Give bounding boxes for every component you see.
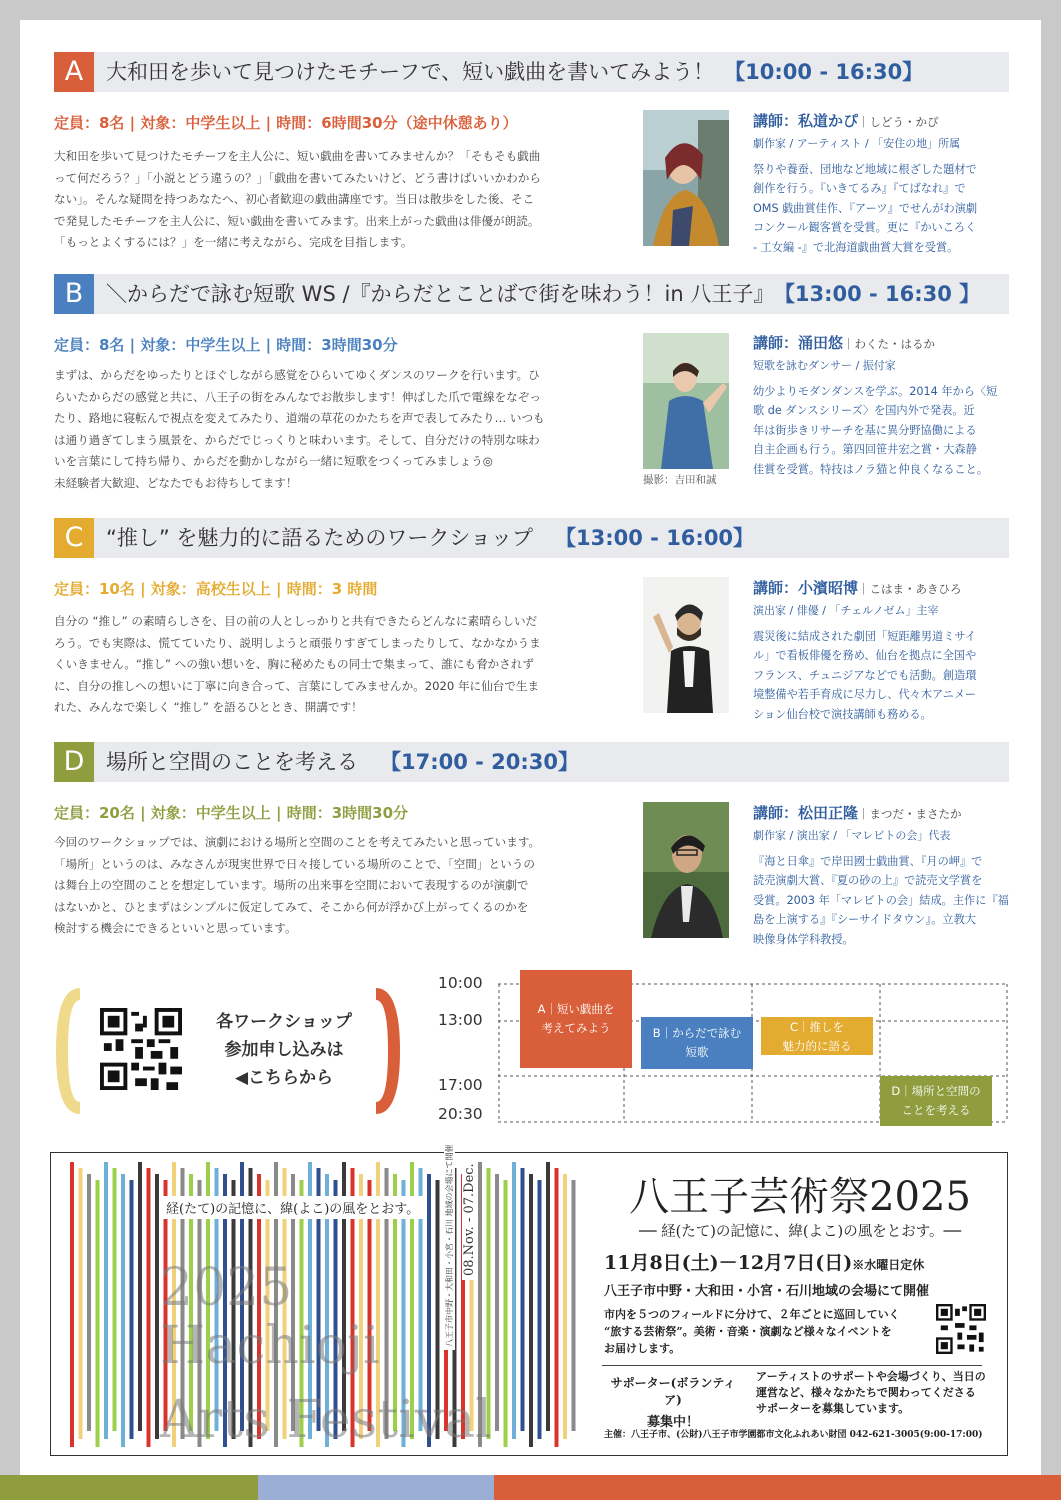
lecturer-role: 演出家 / 俳優 / 「チェルノゼム」主宰	[753, 604, 939, 617]
festival-subtitle: ── 経(たて)の記憶に、緯(よこ)の風をとおす。──	[639, 1224, 961, 1240]
block-text: ことを考える	[901, 1103, 971, 1117]
desc-line: 「もっとよくするには？」を一緒に考えながら、完成を目指します。	[54, 235, 413, 250]
bio-line: 創作を行う。『いきてるみ』『てばなれ』で	[753, 182, 966, 196]
workshop-title	[106, 518, 754, 558]
workshop-letter: A	[54, 52, 94, 92]
lecturer-info	[753, 110, 1011, 257]
workshop-a-header	[54, 52, 1009, 92]
workshop-c-header	[54, 518, 1009, 558]
timetable-block-b[interactable]: B｜からだで詠む 短歌	[641, 1017, 753, 1069]
desc-line: 未経験者大歓迎、どなたでもお待ちしてます！	[54, 475, 298, 490]
bio-line: フランス、チュニジアなどでも活動。創造環	[753, 668, 977, 682]
desc-line: は通り過ぎてしまう風景を、からだでじっくりと味わいます。そして、自分だけの特別な味わ	[54, 432, 540, 447]
lecturer-photo	[643, 110, 729, 246]
poster-stripe	[79, 1168, 83, 1439]
name-text: 講師：松田正隆	[753, 804, 859, 822]
block-text: 考えてみよう	[541, 1021, 611, 1035]
block-text: からだで詠む	[672, 1026, 742, 1040]
desc-line: 今回のワークショップでは、演劇における場所と空間のことを考えてみたいと思っています。	[54, 835, 541, 849]
poster-stripe	[121, 1174, 125, 1447]
name-text: 講師：涌田悠	[753, 334, 844, 352]
bio-line: 佳賞を受賞。特技はノラ猫と仲良くなること。	[753, 462, 988, 476]
lecturer-bio	[753, 160, 1011, 257]
workshop-time: 【10:00 - 16:30】	[724, 60, 924, 84]
workshop-time: 【17:00 - 20:30】	[380, 750, 580, 774]
title-text: 大和田を歩いて見つけたモチーフで、短い戯曲を書いてみよう！	[106, 60, 715, 84]
desc-line: に、自分の推しへの想いに丁寧に向き合って、言葉にしてみませんか。2020 年に仙台で生ま	[54, 678, 540, 693]
bio-line: ル」で看板俳優を務め、仙台を拠点に全国や	[753, 649, 977, 663]
workshop-d-header	[54, 742, 1009, 782]
poster-stripe	[70, 1162, 74, 1447]
bio-line: 年は街歩きリサーチを基に異分野協働による	[753, 423, 977, 437]
poster-stripe	[538, 1180, 542, 1439]
timetable-block-d[interactable]: D｜場所と空間の ことを考える	[880, 1076, 992, 1126]
poster-stripe	[555, 1168, 559, 1447]
apply-link-text[interactable]: ◀こちらから	[234, 1068, 334, 1088]
desc-line: で発見したモチーフを主人公に、短い戯曲を書いてみます。出来上がった戯曲は俳優が朗読。	[54, 213, 540, 228]
desc-line: 検討する機会にできるといいと思っています。	[54, 921, 297, 936]
lecturer-photo	[643, 333, 729, 469]
name-text: 講師：小濱昭博	[753, 579, 859, 597]
poster-stripe	[130, 1180, 134, 1439]
desc-line: くいきません。“推し” への強い想いを、胸に秘めたもの同士で集まって、誰にも脅かされず	[54, 657, 534, 672]
title-text: ＼からだで詠む短歌 WS /『からだとことばで街を味わう！in 八王子』	[106, 282, 775, 306]
bio-line: 映像身体学科教授。	[753, 932, 854, 946]
bio-line: 境整備や若手育成に尽力し、代々木アニメー	[753, 688, 977, 702]
lecturer-role: 劇作家 / アーティスト / 「安住の地」所属	[753, 137, 961, 150]
bio-line: 『海と日傘』で岸田國士戯曲賞、『月の岬』で	[753, 855, 983, 868]
desc-line: れた、みんなで楽しく “推し” を語るひととき、開講です！	[54, 700, 363, 715]
lecturer-name	[753, 332, 1011, 353]
bio-line: OMS 戯曲賞佳作、『アーツ』でせんがわ演劇	[753, 201, 978, 215]
desc-line: たり、路地に寝転んで視点を変えてみたり、道端の草花のかたちを声で表してみたり… いつも	[54, 411, 545, 426]
bio-line: ション仙台校で演技講師も務める。	[753, 707, 932, 721]
lecturer-bio	[753, 852, 1011, 949]
workshop-time: 【13:00 - 16:00】	[555, 526, 755, 550]
desc-line: ろう。でも実際は、慌てていたり、説明しようと頑張りすぎてしまったりして、なかなかうま	[54, 635, 541, 650]
poster-stripe	[495, 1174, 499, 1431]
festival-description	[604, 1306, 934, 1357]
workshop-time: 【13:00 - 16:30 】	[784, 282, 981, 306]
poster-stripe	[512, 1162, 516, 1439]
lecturer-info	[753, 332, 1011, 479]
desc-line: はないかと、ひとまずはシンプルに仮定してみて、そこから何が浮かび上がってくるのかを	[54, 899, 529, 914]
desc-line: いを言葉にして持ち帰り、からだを動かしながら一緒に短歌をつくってみましょう◎	[54, 454, 493, 469]
poster-stripe	[113, 1168, 117, 1431]
festival-venue: 八王子市中野・大和田・小宮・石川地域の会場にて開催	[604, 1284, 930, 1299]
poster-name: Hachioji	[160, 1316, 380, 1376]
block-text: 短歌	[685, 1045, 709, 1059]
name-kana: ｜わくた・はるか	[843, 337, 936, 351]
poster-stripe	[529, 1174, 533, 1447]
bio-line: 自主企画も行う。第四回笹井宏之賞・大森静	[753, 443, 977, 457]
poster-dates: 08.Nov. - 07.Dec.	[462, 1159, 477, 1280]
lecturer-name	[753, 110, 1011, 131]
bio-line: 歌 de ダンスシリーズ〉を国内外で発表。近	[753, 404, 975, 418]
supporter-line: 運営など、様々なかたちで関わってくださる	[756, 1386, 976, 1399]
festival-title: 八王子芸術祭2025	[629, 1174, 971, 1220]
poster-year: 2025	[160, 1258, 293, 1318]
workshop-description	[54, 365, 620, 495]
desc-line: 市内を５つのフィールドに分けて、２年ごとに巡回していく	[604, 1308, 900, 1321]
lecturer-bio	[753, 382, 1011, 479]
workshop-meta: 定員：20名 | 対象：中学生以上 | 時間：3時間30分	[54, 804, 409, 822]
workshop-b-header	[54, 274, 1009, 314]
workshop-title	[106, 52, 923, 92]
bio-line: 震災後に結成された劇団「短距離男道ミサイ	[753, 630, 976, 643]
workshop-description	[54, 146, 620, 254]
dates-text: 11月8日(土)－12月7日(日)	[604, 1252, 853, 1274]
desc-line: お届けします。	[604, 1342, 681, 1355]
timetable-block-c[interactable]: C｜推しを 魅力的に語る	[761, 1017, 873, 1055]
name-kana: ｜しどう・かぴ	[858, 115, 939, 129]
block-text: 推しを	[809, 1020, 845, 1034]
time-label: 10:00	[438, 974, 483, 992]
time-label: 13:00	[438, 1011, 483, 1029]
lecturer-name	[753, 577, 1011, 598]
footer-bar-green	[0, 1475, 258, 1500]
poster-stripe	[546, 1162, 550, 1431]
supporter-label: サポーター(ボランティア)	[610, 1376, 736, 1407]
block-text: 魅力的に語る	[782, 1039, 852, 1053]
block-letter: B	[652, 1026, 661, 1040]
poster-stripe	[96, 1180, 100, 1447]
desc-line: ない」。そんな疑問を持つあなたへ、初心者歓迎の戯曲講座です。当日は散歩をした後、そこ	[54, 192, 535, 207]
desc-line: は舞台上の空間のことを想定しています。場所の出来事を空間において表現するのが演劇で	[54, 878, 529, 893]
lecturer-role: 短歌を詠むダンサー / 振付家	[753, 359, 896, 372]
workshop-meta: 定員：8名 | 対象：中学生以上 | 時間：3時間30分	[54, 336, 398, 354]
closed-note: ※水曜日定休	[852, 1258, 925, 1272]
workshop-letter: B	[54, 274, 94, 314]
poster-venue: 八王子市中野・大和田・小宮・石川 地域の会場にて開催	[444, 1144, 455, 1350]
workshop-meta: 定員：10名 | 対象：高校生以上 | 時間：3 時間	[54, 580, 378, 598]
desc-line: って何だろう？」「小説とどう違うの？」「戯曲を書いてみたいけど、どう書けばいいかわから	[54, 170, 541, 185]
bio-line: - 工女編 -』で北海道戯曲賞大賞を受賞。	[753, 240, 959, 254]
apply-line: 参加申し込みは	[224, 1040, 344, 1060]
lecturer-photo	[643, 802, 729, 938]
poster-stripe	[138, 1162, 142, 1431]
timetable-block-a[interactable]: A｜短い戯曲を 考えてみよう	[520, 970, 632, 1068]
bio-line: 受賞。2003 年「マレビトの会」結成。主作に『福	[753, 893, 1009, 907]
poster-stripe	[572, 1180, 576, 1431]
poster-stripe	[104, 1162, 108, 1439]
desc-line: まずは、からだをゆったりとほぐしながら感覚をひらいてゆくダンスのワークを行います。ひ	[54, 368, 540, 382]
workshop-letter: C	[54, 518, 94, 558]
lecturer-info	[753, 577, 1011, 724]
workshop-meta: 定員：8名 | 対象：中学生以上 | 時間：6時間30分（途中休憩あり）	[54, 114, 518, 132]
name-kana: ｜こはま・あきひろ	[858, 582, 962, 596]
title-text: 場所と空間のことを考える	[106, 750, 358, 774]
festival-dates	[604, 1248, 924, 1275]
title-text: “推し” を魅力的に語るためのワークショップ	[106, 526, 534, 550]
poster-tagline: 経(たて)の記憶に、緯(よこ)の風をとおす。	[160, 1196, 425, 1219]
divider	[602, 1365, 982, 1366]
name-kana: ｜まつだ・まさたか	[858, 807, 962, 821]
bio-line: 島を上演する』『シーサイドタウン』。立教大	[753, 913, 976, 927]
desc-line: 自分の “推し” の素晴らしさを、目の前の人としっかりと共有できたらどんなに素晴らしいだ	[54, 614, 538, 628]
desc-line: 大和田を歩いて見つけたモチーフを主人公に、短い戯曲を書いてみませんか？「そもそも戯曲	[54, 149, 541, 163]
footer-bar-blue	[258, 1475, 494, 1500]
bio-line: 祭りや養蚕、団地など地域に根ざした題材で	[753, 163, 977, 176]
desc-line: 「場所」というのは、みなさんが現実世界で日々接している場所のことで、「空間」というの	[54, 856, 535, 871]
apply-line: 各ワークショップ	[216, 1012, 352, 1032]
supporter-label: 募集中！	[646, 1415, 699, 1430]
lecturer-role: 劇作家 / 演出家 / 「マレビトの会」代表	[753, 829, 951, 842]
time-label: 20:30	[438, 1105, 483, 1123]
poster-stripe	[87, 1174, 91, 1431]
workshop-title	[106, 274, 980, 314]
workshop-title	[106, 742, 579, 782]
workshop-description	[54, 611, 620, 719]
name-text: 講師：私道かぴ	[753, 112, 859, 130]
apply-instructions[interactable]	[196, 1008, 372, 1092]
block-text: 短い戯曲を	[556, 1002, 615, 1016]
supporter-badge	[604, 1374, 742, 1430]
bio-line: 読売演劇大賞、『夏の砂の上』で読売文学賞を	[753, 874, 983, 888]
footer-bar-orange	[494, 1475, 1061, 1500]
workshop-letter: D	[54, 742, 94, 782]
desc-line: “旅する芸術祭”。美術・音楽・演劇など様々なイベントを	[604, 1325, 892, 1338]
lecturer-bio	[753, 627, 1011, 724]
qr-code-icon[interactable]	[936, 1304, 986, 1354]
block-letter: D	[891, 1084, 901, 1098]
desc-line: らいたからだの感覚と共に、八王子の街をみんなでお散歩します！伸ばした爪で電線をなぞっ	[54, 389, 541, 404]
supporter-line: アーティストのサポートや会場づくり、当日の	[756, 1370, 986, 1383]
supporter-line: サポーターを募集しています。	[756, 1402, 910, 1415]
poster-stripe	[504, 1180, 508, 1447]
workshop-description	[54, 832, 620, 940]
bio-line: コンクール観客賞を受賞。更に『かいころく	[753, 221, 977, 235]
poster-stripe	[521, 1168, 525, 1431]
lecturer-name	[753, 802, 1011, 823]
poster-stripe	[563, 1174, 567, 1439]
bio-line: 幼少よりモダンダンスを学ぶ。2014 年から〈短	[753, 385, 998, 398]
photo-credit: 撮影：吉田和誠	[643, 474, 717, 486]
block-text: 場所と空間の	[911, 1084, 981, 1098]
time-label: 17:00	[438, 1076, 483, 1094]
festival-organizer: 主催：八王子市、(公財)八王子市学園都市文化ふれあい財団 042-621-3005(9:00-17:00)	[604, 1430, 983, 1440]
poster-stripe	[155, 1174, 159, 1439]
supporter-text	[756, 1369, 992, 1417]
poster-stripe	[147, 1168, 151, 1447]
qr-code-icon[interactable]	[100, 1008, 182, 1090]
block-letter: A	[537, 1002, 546, 1016]
lecturer-info	[753, 802, 1011, 949]
lecturer-photo	[643, 577, 729, 713]
block-letter: C	[789, 1020, 799, 1034]
poster-name: Arts Festival	[160, 1390, 492, 1450]
